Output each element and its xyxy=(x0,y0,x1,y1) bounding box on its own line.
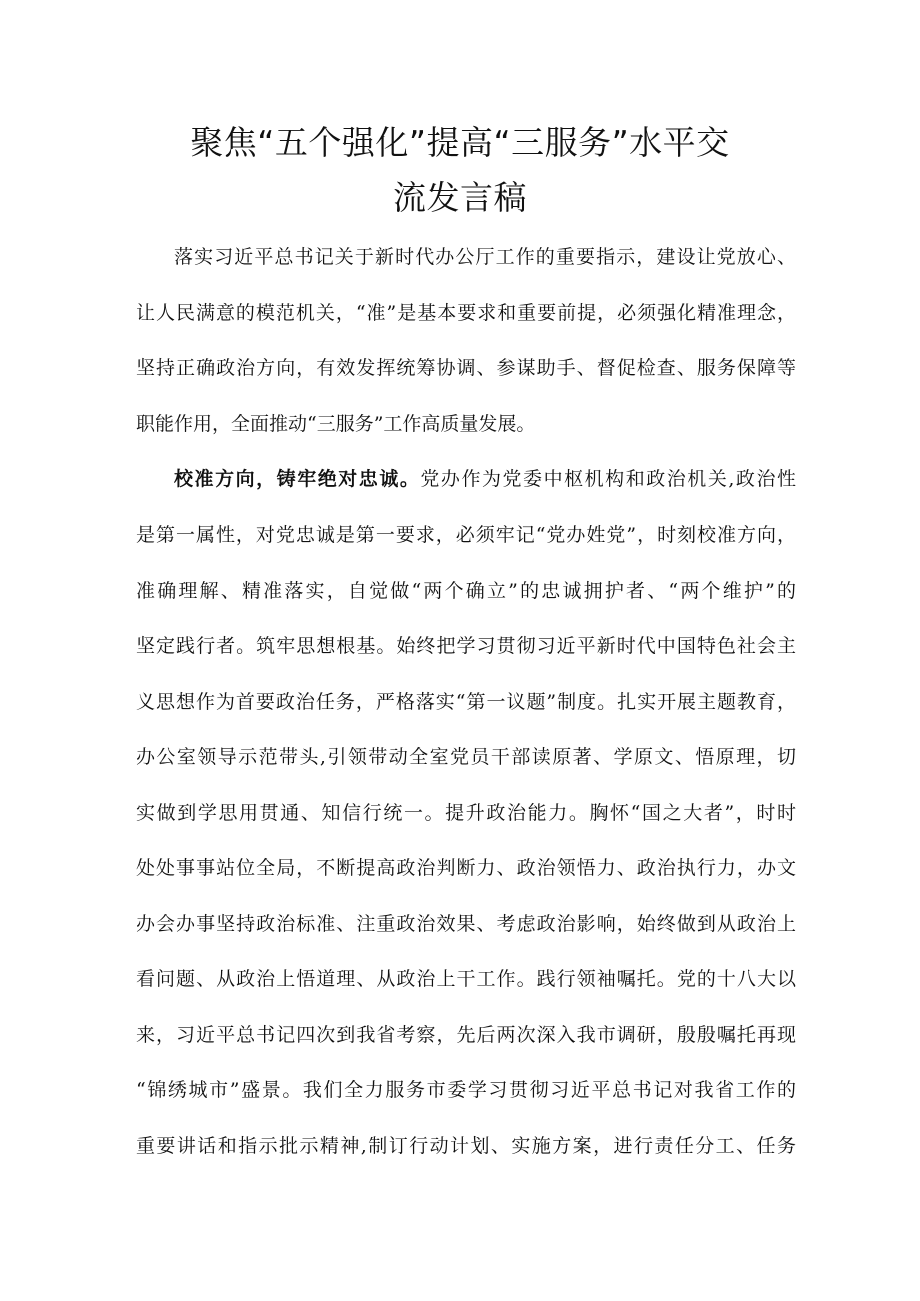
paragraph-1-line-1: 落实习近平总书记关于新时代办公厅工作的重要指示，建设让党放心、 xyxy=(174,246,796,268)
paragraph-1-line-3: 坚持正确政治方向，有效发挥统筹协调、参谋助手、督促检查、服务保障等 xyxy=(136,357,796,379)
paragraph-2-line-6: 办公室领导示范带头,引领带动全室党员干部读原著、学原文、悟原理，切 xyxy=(136,746,796,768)
paragraph-2-line-4: 坚定践行者。筑牢思想根基。始终把学习贯彻习近平新时代中国特色社会主 xyxy=(136,635,796,657)
paragraph-2-lead-heading: 校准方向，铸牢绝对忠诚。 xyxy=(174,468,421,490)
paragraph-2-line-5: 义思想作为首要政治任务，严格落实“第一议题”制度。扎实开展主题教育， xyxy=(136,691,796,713)
paragraph-2-line-10: 看问题、从政治上悟道理、从政治上干工作。践行领袖嘱托。党的十八大以 xyxy=(136,968,796,990)
paragraph-2-line-1-text: 党办作为党委中枢机构和政治机关,政治性 xyxy=(420,468,796,490)
paragraph-1-line-4: 职能作用，全面推动“三服务”工作高质量发展。 xyxy=(136,413,536,435)
paragraph-2-line-7: 实做到学思用贯通、知信行统一。提升政治能力。胸怀“国之大者”，时时 xyxy=(136,802,796,824)
document-title-line-2: 流发言稿 xyxy=(393,178,527,217)
paragraph-1-line-2: 让人民满意的模范机关，“准”是基本要求和重要前提，必须强化精准理念， xyxy=(136,302,796,324)
paragraph-2-line-8: 处处事事站位全局，不断提高政治判断力、政治领悟力、政治执行力，办文 xyxy=(136,857,796,879)
paragraph-2-line-11: 来，习近平总书记四次到我省考察，先后两次深入我市调研，殷殷嘱托再现 xyxy=(136,1024,796,1046)
document-title-line-1: 聚焦“五个强化”提高“三服务”水平交 xyxy=(190,123,730,162)
paragraph-2-line-3: 准确理解、精准落实，自觉做“两个确立”的忠诚拥护者、“两个维护”的 xyxy=(136,580,796,602)
paragraph-2-line-12: “锦绣城市”盛景。我们全力服务市委学习贯彻习近平总书记对我省工作的 xyxy=(136,1079,796,1101)
paragraph-2-line-2: 是第一属性，对党忠诚是第一要求，必须牢记“党办姓党”，时刻校准方向， xyxy=(136,524,796,546)
paragraph-2-line-1 xyxy=(174,464,796,494)
paragraph-2-line-9: 办会办事坚持政治标准、注重政治效果、考虑政治影响，始终做到从政治上 xyxy=(136,913,796,935)
paragraph-2-line-13: 重要讲话和指示批示精神,制订行动计划、实施方案，进行责任分工、任务 xyxy=(136,1135,796,1157)
